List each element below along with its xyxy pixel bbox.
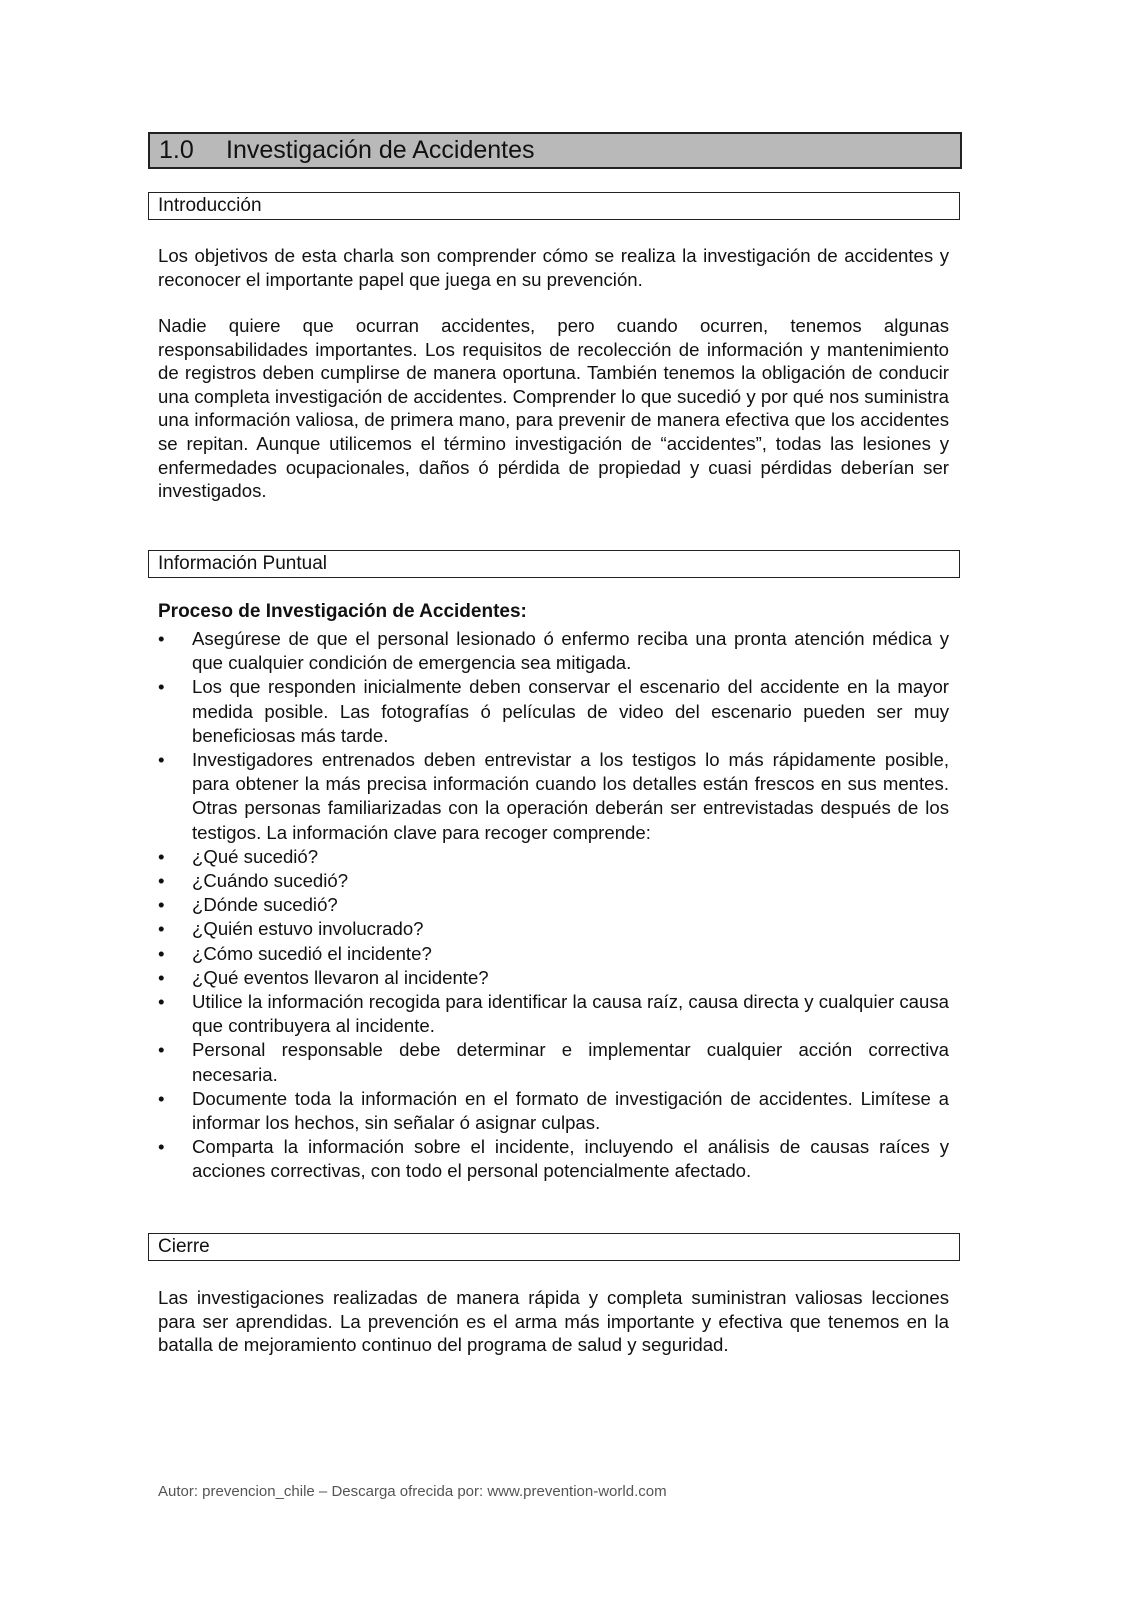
paragraph-text: Los objetivos de esta charla son comprender cómo se realiza la investigación de accidentes y reconocer el importante papel que juega en su prevención. — [158, 245, 949, 290]
process-subheading: Proceso de Investigación de Accidentes: — [158, 601, 527, 622]
list-item-text: Documente toda la información en el formato de investigación de accidentes. Limítese a informar los hechos, sin señalar ó asignar culpas. — [192, 1087, 949, 1134]
list-item — [158, 1135, 949, 1183]
process-list — [158, 627, 949, 1184]
list-item — [158, 675, 949, 748]
list-item-text: Asegúrese de que el personal lesionado ó enfermo reciba una pronta atención médica y que cualquier condición de emergencia sea mitigada. — [192, 628, 949, 674]
paragraph-text: Nadie quiere que ocurran accidentes, pero cuando ocurren, tenemos algunas responsabilidades importantes. Los requisitos de recolección de información y mantenimiento de registros deben cumplirse de manera oportuna. También tenemos la obligación de conducir una completa investigación de accidentes. Comprender lo que sucedió y por qué nos suministra una información valiosa, de primera mano, para prevenir de manera efectiva que los accidentes se repitan. Aunque utilicemos el término investigación de “accidentes”, todas las lesiones y enfermedades ocupacionales, daños ó pérdida de propiedad y cuasi pérdidas deberían ser investigados. — [158, 315, 949, 502]
bullet-icon: • — [158, 628, 165, 649]
list-item-text: Personal responsable debe determinar e implementar cualquier acción correctiva necesaria. — [192, 1039, 949, 1085]
list-item-text: ¿Cómo sucedió el incidente? — [192, 942, 432, 964]
bullet-icon: • — [158, 1087, 165, 1109]
intro-paragraph-1 — [158, 244, 949, 291]
bullet-icon: • — [158, 966, 165, 988]
list-item-text: Comparta la información sobre el incidente, incluyendo el análisis de causas raíces y acciones correctivas, con todo el personal potencialmente afectado. — [192, 1136, 949, 1182]
list-item — [158, 942, 949, 966]
list-item-text: ¿Cuándo sucedió? — [192, 870, 349, 892]
paragraph-text: Las investigaciones realizadas de manera rápida y completa suministran valiosas lecciones para ser aprendidas. La prevención es el arma más importante y efectiva que tenemos en la batalla de mejoramiento continuo del programa de salud y seguridad. — [158, 1287, 949, 1356]
bullet-icon: • — [158, 894, 165, 916]
list-item — [158, 893, 949, 917]
list-item-text: Investigadores entrenados deben entrevistar a los testigos lo más rápidamente posible, para obtener la más precisa información cuando los detalles están frescos en sus mentes. Otras personas familiarizadas con la operación deberán ser entrevistadas después de los testigos. La información clave para recoger comprende: — [192, 749, 949, 843]
list-item-text: ¿Qué sucedió? — [192, 845, 319, 867]
document-title — [148, 132, 962, 169]
bullet-icon: • — [158, 918, 165, 940]
bullet-icon: • — [158, 1136, 165, 1158]
list-item — [158, 966, 949, 990]
closing-paragraph — [158, 1286, 949, 1357]
bullet-icon: • — [158, 870, 165, 892]
title-text: Investigación de Accidentes — [226, 136, 535, 164]
list-item-text: Utilice la información recogida para identificar la causa raíz, causa directa y cualquier causa que contribuyera al incidente. — [192, 991, 949, 1037]
bullet-icon: • — [158, 942, 165, 964]
section-heading-intro — [148, 192, 960, 220]
list-item — [158, 869, 949, 893]
list-item — [158, 1038, 949, 1086]
list-item — [158, 845, 949, 869]
list-item — [158, 917, 949, 941]
section-heading-info — [148, 550, 960, 578]
bullet-icon: • — [158, 749, 165, 771]
bullet-icon: • — [158, 845, 165, 867]
section-heading-text: Información Puntual — [158, 553, 327, 574]
list-item-text: ¿Quién estuvo involucrado? — [192, 918, 424, 940]
section-heading-text: Cierre — [158, 1236, 210, 1257]
list-item — [158, 1087, 949, 1135]
list-item-text: ¿Dónde sucedió? — [192, 894, 338, 916]
intro-paragraph-2 — [158, 314, 949, 503]
footer: Autor: prevencion_chile – Descarga ofrecida por: www.prevention-world.com — [158, 1483, 667, 1500]
list-item — [158, 748, 949, 845]
list-item — [158, 990, 949, 1038]
list-item — [158, 627, 949, 675]
title-number: 1.0 — [159, 136, 194, 164]
bullet-icon: • — [158, 991, 165, 1013]
bullet-icon: • — [158, 676, 165, 698]
list-item-text: Los que responden inicialmente deben conservar el escenario del accidente en la mayor medida posible. Las fotografías ó películas de video del escenario pueden ser muy beneficiosas más tarde. — [192, 676, 949, 746]
list-item-text: ¿Qué eventos llevaron al incidente? — [192, 966, 489, 988]
bullet-icon: • — [158, 1039, 165, 1061]
section-heading-text: Introducción — [158, 195, 262, 216]
section-heading-closing — [148, 1233, 960, 1261]
